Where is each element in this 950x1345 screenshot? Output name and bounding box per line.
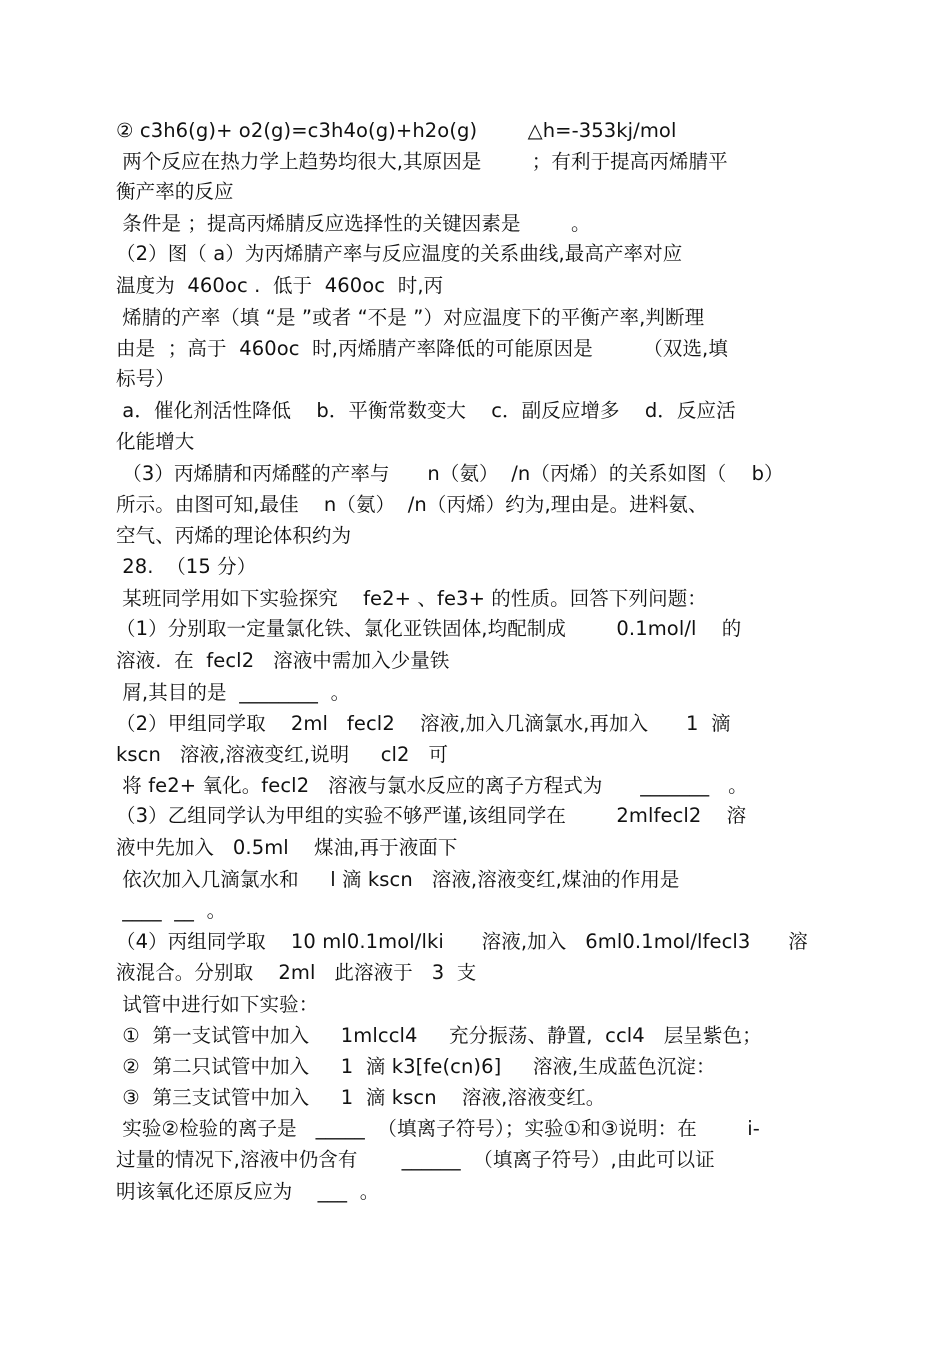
text-line: 某班同学用如下实验探究 fe2+ 、fe3+ 的性质。回答下列问题： [116, 587, 707, 610]
text-line: （2）图（ a）为丙烯腈产率与反应温度的关系曲线,最高产率对应 [116, 242, 683, 265]
text-line: ② 第二只试管中加入 1 滴 k3[fe(cn)6] 溶液,生成蓝色沉淀： [116, 1055, 716, 1078]
text-line: ____ __ 。 [116, 899, 227, 922]
text-line: 明该氧化还原反应为 ___ 。 [116, 1180, 380, 1203]
text-line: 过量的情况下,溶液中仍含有 ______ （填离子符号）,由此可以证 [116, 1148, 715, 1171]
text-line: （4）丙组同学取 10 ml0.1mol/lki 溶液,加入 6ml0.1mol/lfecl3 溶 [116, 930, 808, 953]
text-line: 溶液. 在 fecl2 溶液中需加入少量铁 [116, 649, 450, 672]
text-line: 条件是 ；提高丙烯腈反应选择性的关键因素是 。 [116, 212, 591, 235]
text-line: 屑,其目的是 ________ 。 [116, 681, 351, 704]
text-line: 烯腈的产率（填 “是 ”或者 “不是 ”）对应温度下的平衡产率,判断理 [116, 306, 705, 329]
text-line: 试管中进行如下实验： [116, 993, 319, 1016]
text-line: 依次加入几滴氯水和 l 滴 kscn 溶液,溶液变红,煤油的作用是 [116, 868, 680, 891]
text-line: 化能增大 [116, 430, 195, 453]
text-line: kscn 溶液,溶液变红,说明 cl2 可 [116, 743, 449, 766]
text-line: ② c3h6(g)+ o2(g)=c3h4o(g)+h2o(g) △h=-353kj/mol [116, 119, 677, 142]
section-heading: 28. （15 分） [116, 555, 257, 578]
text-line: 将 fe2+ 氧化。fecl2 溶液与氯水反应的离子方程式为 _______ 。 [116, 774, 748, 797]
text-line: 标号） [116, 367, 175, 390]
text-line: 实验②检验的离子是 _____ （填离子符号）；实验①和③说明：在 i- [116, 1117, 760, 1140]
text-line: 液中先加入 0.5ml 煤油,再于液面下 [116, 836, 458, 859]
text-line: 两个反应在热力学上趋势均很大,其原因是 ；有利于提高丙烯腈平 [116, 150, 728, 173]
text-line: 空气、丙烯的理论体积约为 [116, 524, 352, 547]
text-line: （3）丙烯腈和丙烯醛的产率与 n（氨） /n（丙烯）的关系如图（ b） [116, 462, 784, 485]
text-line: （1）分别取一定量氯化铁、氯化亚铁固体,均配制成 0.1mol/l 的 [116, 617, 742, 640]
text-line: 由是 ；高于 460oc 时,丙烯腈产率降低的可能原因是 （双选,填 [116, 337, 728, 360]
text-line: 衡产率的反应 [116, 180, 234, 203]
text-line: （2）甲组同学取 2ml fecl2 溶液,加入几滴氯水,再加入 1 滴 [116, 712, 731, 735]
text-line: ③ 第三支试管中加入 1 滴 kscn 溶液,溶液变红。 [116, 1086, 606, 1109]
text-line: ① 第一支试管中加入 1mlccl4 充分振荡、静置, ccl4 层呈紫色； [116, 1024, 762, 1047]
text-line: 温度为 460oc . 低于 460oc 时,丙 [116, 274, 444, 297]
text-line: 所示。由图可知,最佳 n（氨） /n（丙烯）约为,理由是。进料氨、 [116, 493, 708, 516]
text-line: （3）乙组同学认为甲组的实验不够严谨,该组同学在 2mlfecl2 溶 [116, 804, 747, 827]
text-line: a．催化剂活性降低 b．平衡常数变大 c．副反应增多 d．反应活 [116, 399, 736, 422]
text-line: 液混合。分别取 2ml 此溶液于 3 支 [116, 961, 477, 984]
